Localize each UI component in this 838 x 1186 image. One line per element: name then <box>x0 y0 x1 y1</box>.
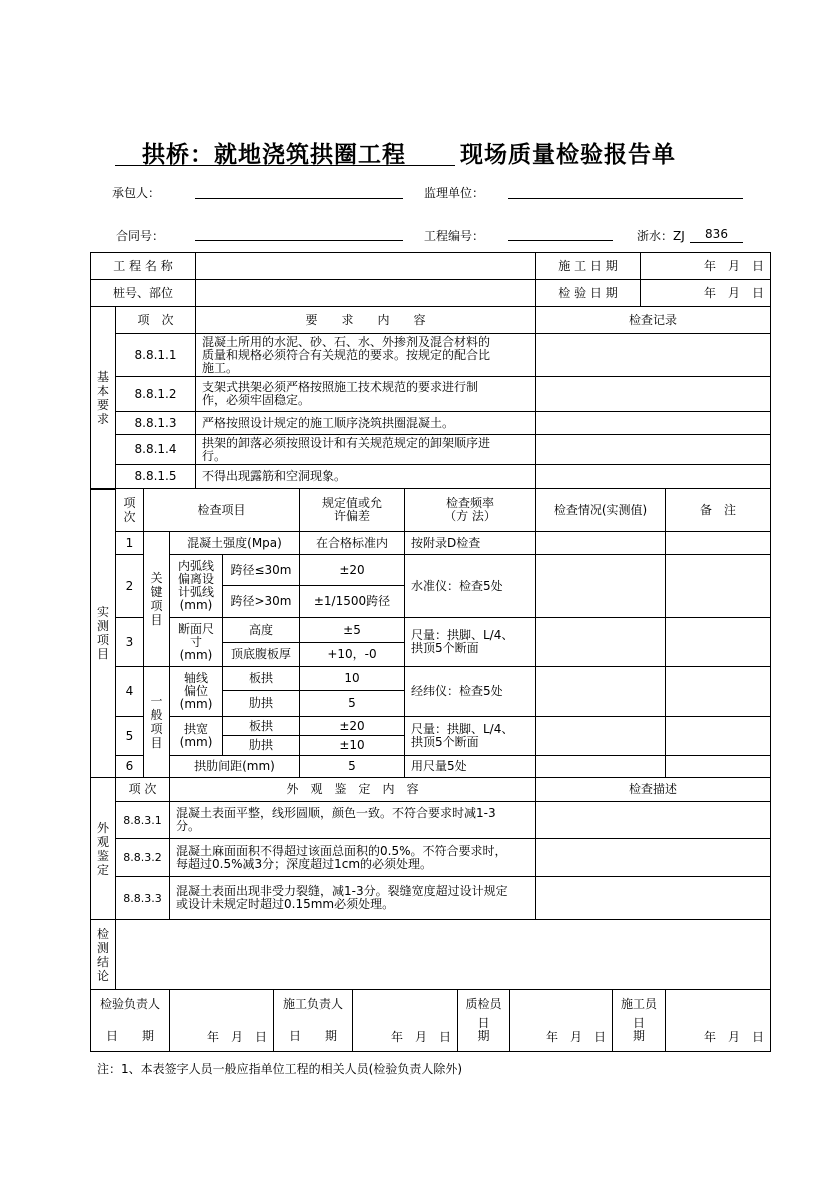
project-no-field[interactable] <box>508 240 613 241</box>
measured-row-sub: 跨径>30m <box>222 585 300 618</box>
basic-row-record[interactable] <box>535 376 771 412</box>
basic-col-item: 项 次 <box>115 306 196 334</box>
basic-row-text: 不得出现露筋和空洞现象。 <box>195 464 536 489</box>
inspector-lead-label <box>90 989 170 1052</box>
appearance-row-id: 8.8.3.2 <box>115 838 170 877</box>
appearance-col-desc: 检查描述 <box>535 777 771 802</box>
basic-row-record[interactable] <box>535 434 771 465</box>
appearance-row-id: 8.8.3.3 <box>115 876 170 920</box>
station-label: 桩号、部位 <box>90 279 196 307</box>
basic-row-record[interactable] <box>535 411 771 435</box>
appearance-row-desc[interactable] <box>535 801 771 839</box>
measured-row-spec: 在合格标准内 <box>299 531 405 555</box>
basic-row-text: 拱架的卸落必须按照设计和有关规范规定的卸架顺序进行。 <box>195 434 536 465</box>
measured-col-spec: 规定值或允许偏差 <box>299 488 405 532</box>
measured-row-no: 6 <box>115 755 144 778</box>
basic-row-text: 支架式拱架必须严格按照施工技术规范的要求进行制作，必须牢固稳定。 <box>195 376 536 412</box>
constructor-title: 施工员 <box>620 997 657 1011</box>
measured-remark-cell[interactable] <box>665 554 771 618</box>
measured-remark-cell[interactable] <box>665 755 771 778</box>
basic-row-text: 严格按照设计规定的施工顺序浇筑拱圈混凝土。 <box>195 411 536 435</box>
footnote: 注：1、本表签字人员一般应指单位工程的相关人员(检验负责人除外) <box>97 1062 463 1076</box>
measured-row-no: 1 <box>115 531 144 555</box>
contract-no-label: 合同号： <box>116 229 165 243</box>
title-underline <box>115 165 455 166</box>
measured-remark-cell[interactable] <box>665 716 771 756</box>
contract-no-field[interactable] <box>195 240 403 241</box>
inspector-lead-sign-field[interactable]: 年 月 日 <box>169 989 274 1052</box>
measured-row-spec: ±10 <box>299 735 405 756</box>
date-label: 日 期 <box>477 1016 514 1043</box>
measured-row-spec: ±1/1500跨径 <box>299 585 405 618</box>
basic-col-record: 检查记录 <box>535 306 771 334</box>
form-code: 836 <box>690 227 743 243</box>
measured-row-spec: 10 <box>299 666 405 691</box>
measured-row-spec: +10，-0 <box>299 642 405 667</box>
measured-row-item: 断面尺寸(mm) <box>169 617 223 667</box>
measured-row-item: 轴线偏位(mm) <box>169 666 223 717</box>
measured-row-spec: 5 <box>299 690 405 717</box>
appearance-col-content: 外 观 鉴 定 内 容 <box>169 777 536 802</box>
construction-lead-label <box>273 989 353 1052</box>
measured-row-sub: 顶底腹板厚 <box>222 642 300 667</box>
measured-row-item: 拱肋间距(mm) <box>169 755 300 778</box>
measured-row-no: 5 <box>115 716 144 756</box>
appearance-row-desc[interactable] <box>535 876 771 920</box>
contractor-field[interactable] <box>195 198 403 199</box>
measured-row-freq: 尺量：拱脚、L/4、拱顶5个断面 <box>404 617 536 667</box>
measured-row-item: 拱宽(mm) <box>169 716 223 756</box>
quality-inspector-sign-field[interactable]: 年 月 日 <box>509 989 613 1052</box>
basic-row-id: 8.8.1.3 <box>115 411 196 435</box>
project-name-label: 工 程 名 称 <box>90 252 196 280</box>
date-label: 日 期 <box>288 1029 337 1043</box>
appearance-row-text: 混凝土麻面面积不得超过该面总面积的0.5%。不符合要求时，每超过0.5%减3分；深度超过1cm的必须处理。 <box>169 838 536 877</box>
measured-row-sub: 板拱 <box>222 666 300 691</box>
appearance-section-label: 外观鉴定 <box>90 777 116 920</box>
key-group-label: 关键项目 <box>143 531 170 667</box>
construction-date-field[interactable]: 年 月 日 <box>640 252 771 280</box>
measured-row-no: 2 <box>115 554 144 618</box>
contractor-label: 承包人： <box>112 186 161 200</box>
measured-row-freq: 按附录D检查 <box>404 531 536 555</box>
conclusion-label: 检测结论 <box>90 919 116 990</box>
appearance-row-id: 8.8.3.1 <box>115 801 170 839</box>
measured-remark-cell[interactable] <box>665 666 771 717</box>
measured-row-freq: 用尺量5处 <box>404 755 536 778</box>
basic-row-id: 8.8.1.2 <box>115 376 196 412</box>
general-group-label: 一般项目 <box>143 666 170 778</box>
quality-inspector-label <box>457 989 514 1052</box>
measured-row-sub: 肋拱 <box>222 690 300 717</box>
project-no-label: 工程编号： <box>424 229 485 243</box>
appearance-row-desc[interactable] <box>535 838 771 877</box>
constructor-sign-field[interactable]: 年 月 日 <box>665 989 771 1052</box>
constructor-label <box>612 989 670 1052</box>
construction-date-label: 施 工 日 期 <box>535 252 641 280</box>
measured-result-cell[interactable] <box>535 666 666 717</box>
measured-result-cell[interactable] <box>535 716 666 756</box>
measured-remark-cell[interactable] <box>665 617 771 667</box>
measured-row-freq: 水准仪：检查5处 <box>404 554 536 618</box>
title-part2: 现场质量检验报告单 <box>460 142 676 168</box>
basic-row-id: 8.8.1.4 <box>115 434 196 465</box>
measured-result-cell[interactable] <box>535 755 666 778</box>
inspection-date-label: 检 验 日 期 <box>535 279 641 307</box>
measured-result-cell[interactable] <box>535 617 666 667</box>
basic-row-record[interactable] <box>535 333 771 377</box>
measured-col-no: 项次 <box>115 488 144 532</box>
appearance-row-text: 混凝土表面出现非受力裂缝，减1-3分。裂缝宽度超过设计规定或设计未规定时超过0.15mm必须处理。 <box>169 876 536 920</box>
measured-row-sub: 板拱 <box>222 716 300 736</box>
form-code-label: 浙水：ZJ <box>637 229 685 243</box>
measured-row-item: 内弧线偏离设计弧线(mm) <box>169 554 223 618</box>
inspector-lead-title: 检验负责人 <box>99 997 160 1011</box>
measured-col-item: 检查项目 <box>143 488 300 532</box>
date-label: 日 期 <box>632 1016 670 1043</box>
measured-result-cell[interactable] <box>535 531 666 555</box>
basic-row-record[interactable] <box>535 464 771 489</box>
date-label: 日 期 <box>105 1029 154 1043</box>
measured-col-remark: 备 注 <box>665 488 771 532</box>
measured-col-result: 检查情况(实测值) <box>535 488 666 532</box>
measured-row-spec: 5 <box>299 755 405 778</box>
measured-row-spec: ±20 <box>299 554 405 586</box>
measured-row-sub: 跨径≤30m <box>222 554 300 586</box>
appearance-col-item: 项 次 <box>115 777 170 802</box>
measured-row-freq: 尺量：拱脚、L/4、拱顶5个断面 <box>404 716 536 756</box>
appearance-row-text: 混凝土表面平整，线形圆顺，颜色一致。不符合要求时减1-3分。 <box>169 801 536 839</box>
basic-row-id: 8.8.1.1 <box>115 333 196 377</box>
measured-row-spec: ±5 <box>299 617 405 643</box>
construction-lead-title: 施工负责人 <box>282 997 343 1011</box>
station-field[interactable] <box>195 279 536 307</box>
conclusion-field[interactable] <box>115 919 771 990</box>
title-part1: 拱桥：就地浇筑拱圈工程 <box>142 142 406 168</box>
measured-section-label: 实测项目 <box>90 488 116 778</box>
measured-row-no: 3 <box>115 617 144 667</box>
measured-row-item: 混凝土强度(Mpa) <box>169 531 300 555</box>
measured-remark-cell[interactable] <box>665 531 771 555</box>
quality-inspector-title: 质检员 <box>465 997 502 1011</box>
basic-section-label: 基本要求 <box>90 306 116 490</box>
measured-row-spec: ±20 <box>299 716 405 736</box>
measured-col-freq: 检查频率（方 法） <box>404 488 536 532</box>
measured-row-sub: 肋拱 <box>222 735 300 756</box>
basic-col-content: 要 求 内 容 <box>195 306 536 334</box>
project-name-field[interactable] <box>195 252 536 280</box>
supervisor-label: 监理单位： <box>424 186 485 200</box>
supervisor-field[interactable] <box>508 198 743 199</box>
basic-row-id: 8.8.1.5 <box>115 464 196 489</box>
measured-row-no: 4 <box>115 666 144 717</box>
measured-result-cell[interactable] <box>535 554 666 618</box>
basic-row-text: 混凝土所用的水泥、砂、石、水、外掺剂及混合材料的质量和规格必须符合有关规范的要求。按规定的配合比施工。 <box>195 333 536 377</box>
construction-lead-sign-field[interactable]: 年 月 日 <box>352 989 458 1052</box>
measured-row-sub: 高度 <box>222 617 300 643</box>
inspection-date-field[interactable]: 年 月 日 <box>640 279 771 307</box>
measured-row-freq: 经纬仪：检查5处 <box>404 666 536 717</box>
